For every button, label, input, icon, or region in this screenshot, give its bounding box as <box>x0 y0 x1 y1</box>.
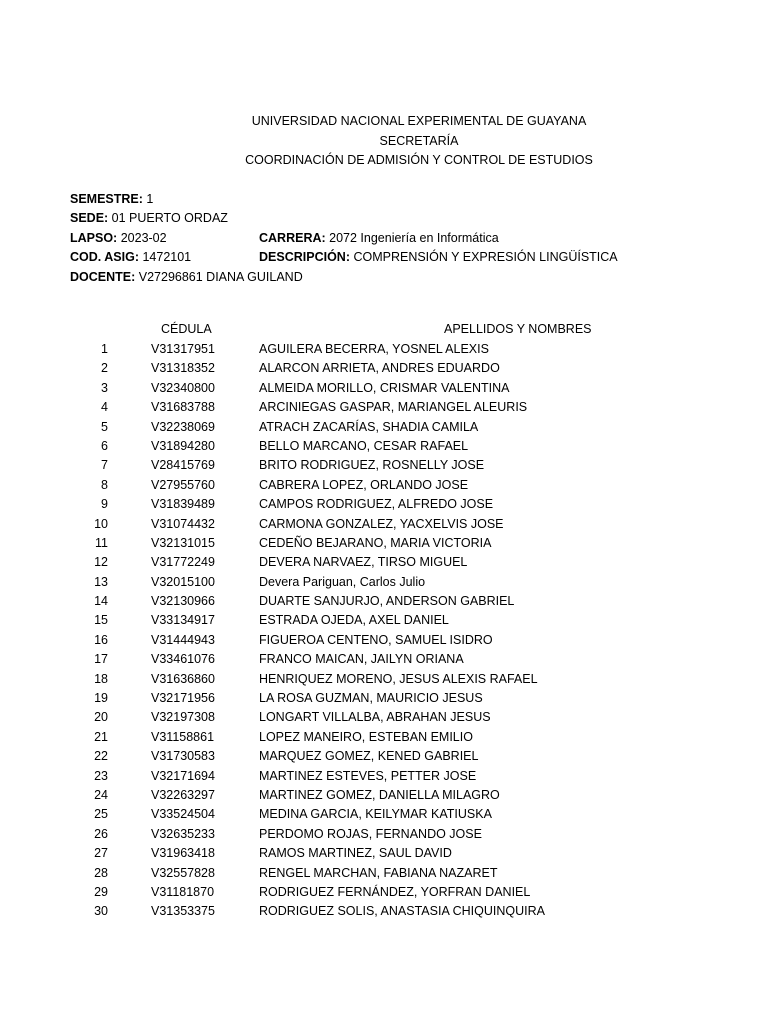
table-row <box>0 805 768 824</box>
row-student-name: RAMOS MARTINEZ, SAUL DAVID <box>259 846 452 861</box>
row-student-name: ALMEIDA MORILLO, CRISMAR VALENTINA <box>259 380 510 395</box>
docente-value: V27296861 DIANA GUILAND <box>135 269 303 284</box>
row-student-name: ATRACH ZACARÍAS, SHADIA CAMILA <box>259 419 479 434</box>
row-cedula: V32263297 <box>151 787 215 802</box>
row-number: 28 <box>94 865 108 880</box>
row-number: 20 <box>94 710 108 725</box>
table-row <box>0 708 768 727</box>
row-number: 10 <box>94 516 108 531</box>
docente-label: DOCENTE: <box>70 269 136 284</box>
table-row <box>0 476 768 495</box>
row-cedula: V31730583 <box>151 749 215 764</box>
row-cedula: V31158861 <box>151 729 215 744</box>
table-row <box>0 456 768 475</box>
row-number: 7 <box>101 458 108 473</box>
table-row <box>0 611 768 630</box>
row-cedula: V32557828 <box>151 865 215 880</box>
row-student-name: MARTINEZ GOMEZ, DANIELLA MILAGRO <box>259 787 500 802</box>
office-name: COORDINACIÓN DE ADMISIÓN Y CONTROL DE ESTUDIOS <box>245 153 593 167</box>
row-student-name: RENGEL MARCHAN, FABIANA NAZARET <box>259 865 498 880</box>
row-student-name: DUARTE SANJURJO, ANDERSON GABRIEL <box>259 594 515 609</box>
row-number: 30 <box>94 904 108 919</box>
row-student-name: DEVERA NARVAEZ, TIRSO MIGUEL <box>259 555 468 570</box>
cod-asig-value: 1472101 <box>138 250 192 265</box>
document-header <box>0 112 768 171</box>
row-number: 9 <box>101 497 108 512</box>
semestre-row <box>70 190 750 209</box>
student-list <box>0 340 768 922</box>
row-student-name: CEDEÑO BEJARANO, MARIA VICTORIA <box>259 535 492 550</box>
row-number: 6 <box>101 438 108 453</box>
cod-asig-row <box>70 248 750 267</box>
row-number: 17 <box>94 652 108 667</box>
lapso-row <box>70 229 750 248</box>
table-row <box>0 495 768 514</box>
row-number: 24 <box>94 787 108 802</box>
table-row <box>0 650 768 669</box>
row-cedula: V32238069 <box>151 419 215 434</box>
sede-value: 01 PUERTO ORDAZ <box>108 211 228 226</box>
table-row <box>0 844 768 863</box>
row-cedula: V32131015 <box>151 535 215 550</box>
table-row <box>0 864 768 883</box>
descripcion-label: DESCRIPCIÓN: <box>259 250 350 265</box>
row-student-name: Devera Pariguan, Carlos Julio <box>259 574 426 589</box>
table-row <box>0 883 768 902</box>
row-student-name: AGUILERA BECERRA, YOSNEL ALEXIS <box>259 342 489 356</box>
table-row <box>0 534 768 553</box>
row-number: 15 <box>94 613 108 628</box>
row-cedula: V33461076 <box>151 652 215 667</box>
row-cedula: V27955760 <box>151 477 215 492</box>
row-cedula: V33134917 <box>151 613 215 628</box>
table-row <box>0 398 768 417</box>
row-number: 12 <box>94 555 108 570</box>
row-number: 1 <box>101 342 108 356</box>
table-row <box>0 592 768 611</box>
column-header-names: APELLIDOS Y NOMBRES <box>444 322 592 336</box>
row-cedula: V31181870 <box>151 884 215 899</box>
course-info <box>70 190 750 287</box>
row-student-name: LOPEZ MANEIRO, ESTEBAN EMILIO <box>259 729 473 744</box>
row-number: 5 <box>101 419 108 434</box>
table-row <box>0 767 768 786</box>
semestre-label: SEMESTRE: <box>70 192 143 206</box>
row-student-name: MARQUEZ GOMEZ, KENED GABRIEL <box>259 749 479 764</box>
column-header-cedula: CÉDULA <box>161 322 212 336</box>
table-row <box>0 670 768 689</box>
lapso-value: 2023-02 <box>117 230 167 245</box>
row-cedula: V28415769 <box>151 458 215 473</box>
row-student-name: CAMPOS RODRIGUEZ, ALFREDO JOSE <box>259 497 494 512</box>
row-number: 27 <box>94 846 108 861</box>
row-student-name: CABRERA LOPEZ, ORLANDO JOSE <box>259 477 469 492</box>
row-number: 3 <box>101 380 108 395</box>
row-student-name: PERDOMO ROJAS, FERNANDO JOSE <box>259 826 482 841</box>
row-cedula: V32340800 <box>151 380 215 395</box>
row-cedula: V31636860 <box>151 671 215 686</box>
table-row <box>0 553 768 572</box>
table-row <box>0 340 768 359</box>
row-number: 18 <box>94 671 108 686</box>
row-student-name: FIGUEROA CENTENO, SAMUEL ISIDRO <box>259 632 493 647</box>
department-name: SECRETARÍA <box>379 133 459 148</box>
row-cedula: V31894280 <box>151 438 215 453</box>
row-student-name: ALARCON ARRIETA, ANDRES EDUARDO <box>259 361 500 376</box>
row-cedula: V31074432 <box>151 516 215 531</box>
row-cedula: V33524504 <box>151 807 215 822</box>
row-number: 11 <box>95 535 108 550</box>
row-student-name: RODRIGUEZ SOLIS, ANASTASIA CHIQUINQUIRA <box>259 904 545 919</box>
table-row <box>0 631 768 650</box>
table-row <box>0 515 768 534</box>
row-cedula: V31444943 <box>151 632 215 647</box>
row-number: 8 <box>101 477 108 492</box>
cod-asig-label: COD. ASIG: <box>70 250 139 265</box>
row-number: 13 <box>94 574 108 589</box>
student-table-header <box>0 320 768 339</box>
table-row <box>0 728 768 747</box>
row-student-name: BRITO RODRIGUEZ, ROSNELLY JOSE <box>259 458 485 473</box>
row-student-name: LONGART VILLALBA, ABRAHAN JESUS <box>259 710 491 725</box>
table-row <box>0 825 768 844</box>
row-cedula: V31353375 <box>151 904 215 919</box>
row-cedula: V32171956 <box>151 691 215 706</box>
row-student-name: BELLO MARCANO, CESAR RAFAEL <box>259 438 469 453</box>
table-row <box>0 902 768 921</box>
row-cedula: V31683788 <box>151 400 215 415</box>
row-number: 16 <box>94 632 108 647</box>
row-student-name: MARTINEZ ESTEVES, PETTER JOSE <box>259 768 477 783</box>
row-number: 26 <box>94 826 108 841</box>
row-cedula: V32171694 <box>151 768 215 783</box>
row-student-name: LA ROSA GUZMAN, MAURICIO JESUS <box>259 691 483 706</box>
university-name: UNIVERSIDAD NACIONAL EXPERIMENTAL DE GUAYANA <box>251 114 587 128</box>
row-number: 25 <box>94 807 108 822</box>
row-student-name: RODRIGUEZ FERNÁNDEZ, YORFRAN DANIEL <box>259 884 531 899</box>
row-number: 29 <box>94 884 108 899</box>
docente-row <box>70 268 750 287</box>
row-student-name: HENRIQUEZ MORENO, JESUS ALEXIS RAFAEL <box>259 671 538 686</box>
row-student-name: ESTRADA OJEDA, AXEL DANIEL <box>259 613 449 628</box>
table-row <box>0 379 768 398</box>
row-cedula: V31772249 <box>151 555 215 570</box>
row-cedula: V31317951 <box>151 342 215 356</box>
row-cedula: V31963418 <box>151 846 215 861</box>
table-row <box>0 418 768 437</box>
row-number: 2 <box>101 361 108 376</box>
table-row <box>0 437 768 456</box>
row-cedula: V32130966 <box>151 594 215 609</box>
carrera-label: CARRERA: <box>259 230 326 245</box>
table-row <box>0 689 768 708</box>
row-number: 21 <box>94 729 108 744</box>
descripcion-value: COMPRENSIÓN Y EXPRESIÓN LINGÜÍSTICA <box>349 250 618 265</box>
sede-label: SEDE: <box>70 211 109 226</box>
row-cedula: V32015100 <box>151 574 215 589</box>
row-student-name: MEDINA GARCIA, KEILYMAR KATIUSKA <box>259 807 492 822</box>
row-cedula: V32197308 <box>151 710 215 725</box>
row-number: 23 <box>94 768 108 783</box>
lapso-label: LAPSO: <box>70 230 118 245</box>
row-student-name: FRANCO MAICAN, JAILYN ORIANA <box>259 652 464 667</box>
row-cedula: V31318352 <box>151 361 215 376</box>
sede-row <box>70 209 750 228</box>
row-student-name: ARCINIEGAS GASPAR, MARIANGEL ALEURIS <box>259 400 528 415</box>
row-number: 14 <box>94 594 108 609</box>
carrera-value: 2072 Ingeniería en Informática <box>325 230 499 245</box>
row-number: 22 <box>94 749 108 764</box>
table-row <box>0 359 768 378</box>
table-row <box>0 786 768 805</box>
row-cedula: V32635233 <box>151 826 215 841</box>
row-number: 19 <box>94 691 108 706</box>
table-row <box>0 747 768 766</box>
table-row <box>0 573 768 592</box>
row-cedula: V31839489 <box>151 497 215 512</box>
row-student-name: CARMONA GONZALEZ, YACXELVIS JOSE <box>259 516 504 531</box>
semestre-value: 1 <box>142 192 154 206</box>
row-number: 4 <box>101 400 108 415</box>
